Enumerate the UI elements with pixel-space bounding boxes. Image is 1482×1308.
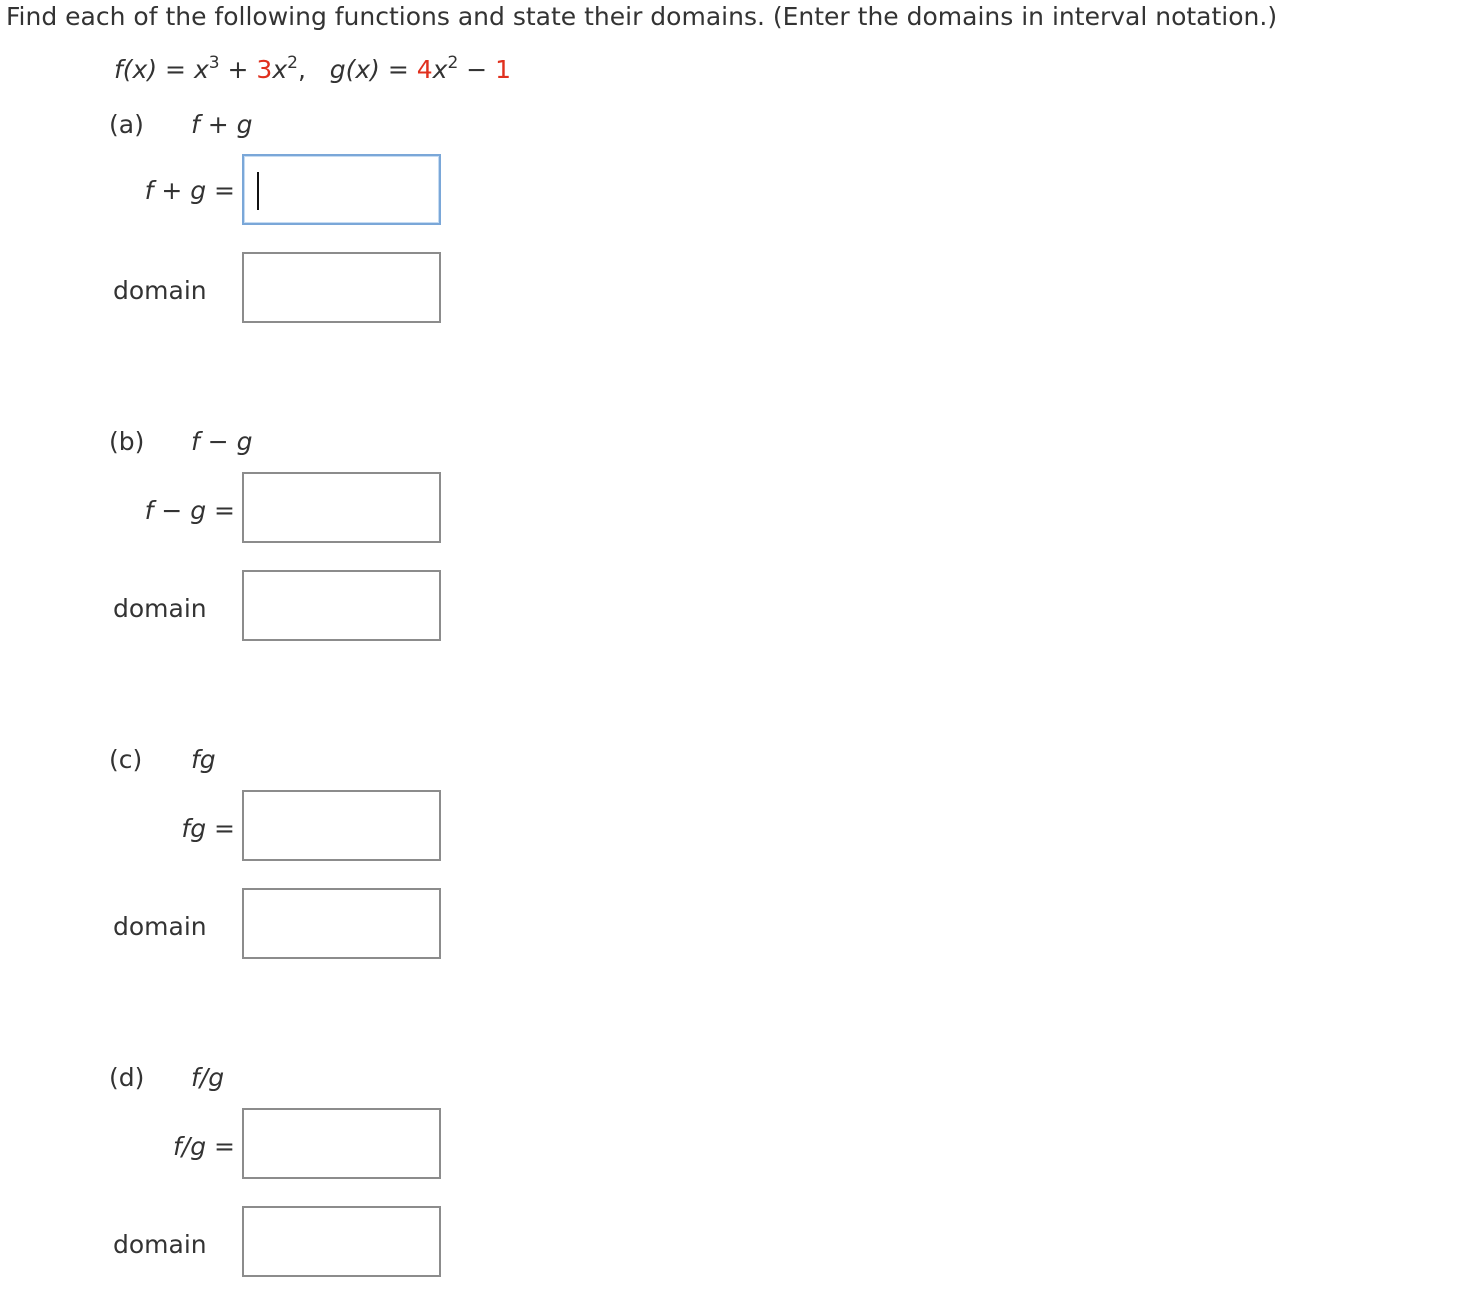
part-d-answer-input[interactable]	[242, 1108, 441, 1179]
question-prompt: Find each of the following functions and state their domains. (Enter the domains in interval notation.)	[6, 2, 1278, 31]
part-b-domain-input[interactable]	[242, 570, 441, 641]
part-c-answer-input[interactable]	[242, 790, 441, 861]
part-a-equation-label: f + g =	[144, 176, 235, 205]
f-definition: $f(x) = x^3 + 3x^2$	[114, 53, 298, 84]
part-b-answer-input[interactable]	[242, 472, 441, 543]
part-a-domain-input[interactable]	[242, 252, 441, 323]
g-definition: $g(x) = 4x^2 - 1$	[329, 53, 512, 84]
part-a-domain-label: domain	[113, 276, 207, 305]
part-b-heading: (b) f − g	[109, 427, 253, 456]
part-d-heading: (d) f/g	[109, 1063, 225, 1092]
part-a-answer-input[interactable]	[242, 154, 441, 225]
part-a-heading: (a) f + g	[109, 110, 253, 139]
part-c-domain-label: domain	[113, 912, 207, 941]
text-caret	[257, 172, 259, 210]
part-d-equation-label: f/g =	[173, 1132, 235, 1161]
part-b-equation-label: f − g =	[144, 496, 235, 525]
part-c-heading: (c) fg	[109, 745, 216, 774]
part-c-equation-label: fg =	[181, 814, 235, 843]
part-c-domain-input[interactable]	[242, 888, 441, 959]
part-d-domain-input[interactable]	[242, 1206, 441, 1277]
part-d-domain-label: domain	[113, 1230, 207, 1259]
given-functions: $f(x) = x^3 + 3x^2$, $g(x) = 4x^2 - 1$	[114, 53, 512, 84]
part-b-domain-label: domain	[113, 594, 207, 623]
